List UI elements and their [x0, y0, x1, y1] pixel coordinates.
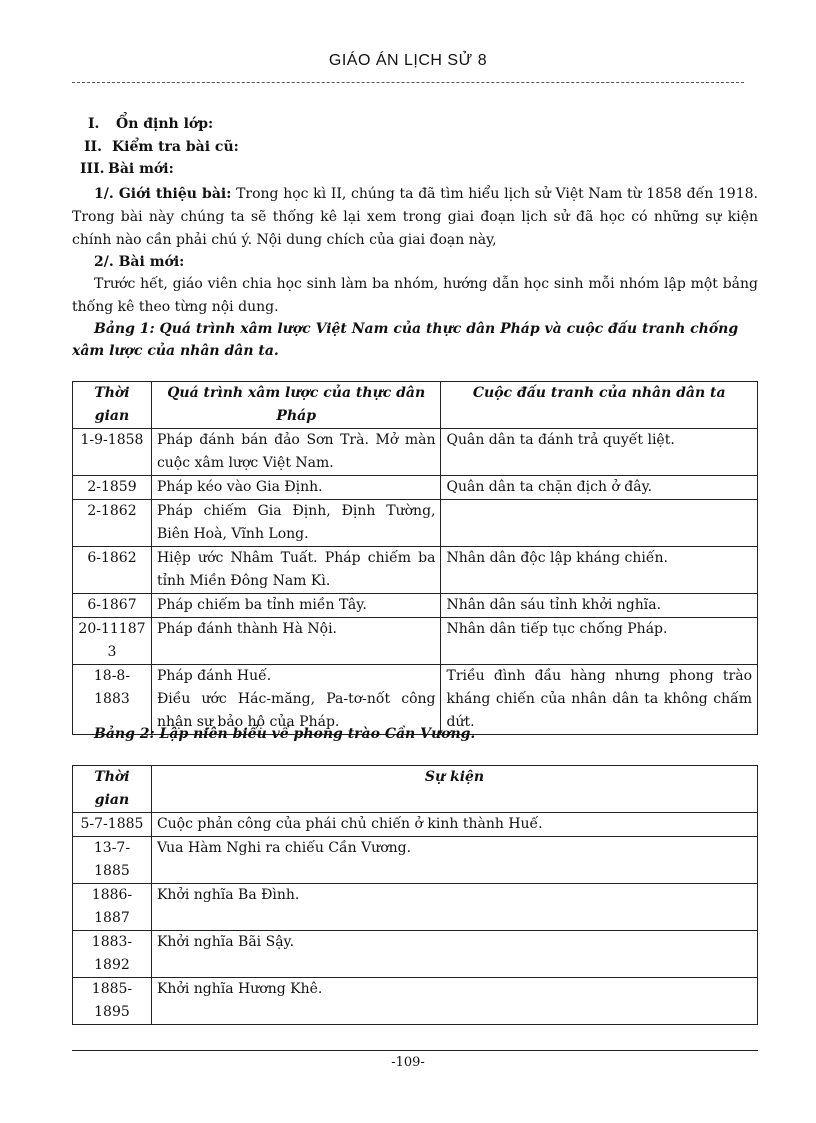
date-cell: 13-7-1885 — [73, 837, 152, 884]
response-cell: Quân dân ta đánh trả quyết liệt. — [441, 429, 758, 476]
table-header-row — [73, 766, 758, 813]
event-cell: Vua Hàm Nghi ra chiếu Cần Vương. — [151, 837, 757, 884]
event-cell: Khởi nghĩa Hương Khê. — [151, 978, 757, 1025]
response-cell: Triều đình đầu hàng nhưng phong trào kháng chiến của nhân dân ta không chấm dứt. — [441, 665, 758, 735]
event-cell: Khởi nghĩa Bãi Sậy. — [151, 931, 757, 978]
date-cell: 1885-1895 — [73, 978, 152, 1025]
table-row — [73, 594, 758, 618]
column-header: Thời gian — [73, 766, 152, 813]
page-header-title: GIÁO ÁN LỊCH SỬ 8 — [328, 52, 488, 69]
date-cell: 2-1862 — [73, 500, 152, 547]
response-cell: Quân dân ta chặn địch ở đây. — [441, 476, 758, 500]
date-cell: 18-8-1883 — [73, 665, 152, 735]
outline-number: III. — [80, 161, 105, 177]
table2-caption: Bảng 2: Lập niên biểu về phong trào Cần Vương. — [94, 726, 476, 742]
event-cell: Pháp đánh bán đảo Sơn Trà. Mở màn cuộc xâm lược Việt Nam. — [151, 429, 441, 476]
outline-number: I. — [88, 116, 100, 132]
table-row — [73, 429, 758, 476]
header-divider — [72, 82, 744, 83]
event-cell: Hiệp ước Nhâm Tuất. Pháp chiếm ba tỉnh Miền Đông Nam Kì. — [151, 547, 441, 594]
date-cell: 5-7-1885 — [73, 813, 152, 837]
column-header: Sự kiện — [151, 766, 757, 813]
table-row — [73, 618, 758, 665]
table1-caption: Bảng 1: Quá trình xâm lược Việt Nam của thực dân Pháp và cuộc đấu tranh chống xâm lược của nhân dân ta. — [72, 321, 739, 359]
column-header: Quá trình xâm lược của thực dân Pháp — [151, 382, 441, 429]
table-row — [73, 476, 758, 500]
response-cell — [441, 500, 758, 547]
outline-item-3 — [80, 161, 174, 177]
outline-item-1 — [88, 116, 213, 132]
table-row — [73, 931, 758, 978]
outline-label: Kiểm tra bài cũ: — [112, 139, 239, 155]
lesson-heading — [72, 251, 758, 274]
date-cell: 6-1862 — [73, 547, 152, 594]
table-row — [73, 978, 758, 1025]
event-cell: Pháp đánh Huế. Điều ước Hác-măng, Pa-tơ-nốt công nhận sự bảo hộ của Pháp. — [151, 665, 441, 735]
table1 — [72, 381, 758, 735]
event-cell: Pháp chiếm ba tỉnh miền Tây. — [151, 594, 441, 618]
event-cell: Pháp kéo vào Gia Định. — [151, 476, 441, 500]
date-cell: 1-9-1858 — [73, 429, 152, 476]
page-number: -109- — [391, 1055, 425, 1070]
date-cell: 1886-1887 — [73, 884, 152, 931]
table-row — [73, 884, 758, 931]
table-row — [73, 547, 758, 594]
event-cell: Khởi nghĩa Ba Đình. — [151, 884, 757, 931]
response-cell: Nhân dân tiếp tục chống Pháp. — [441, 618, 758, 665]
intro-paragraph — [72, 183, 758, 252]
table-row — [73, 837, 758, 884]
event-cell: Pháp đánh thành Hà Nội. — [151, 618, 441, 665]
lesson-lead: 2/. Bài mới: — [94, 254, 185, 270]
outline-label: Ổn định lớp: — [116, 116, 214, 132]
intro-lead: 1/. Giới thiệu bài: — [94, 186, 232, 202]
outline-number: II. — [84, 139, 102, 155]
event-cell: Cuộc phản công của phái chủ chiến ở kinh thành Huế. — [151, 813, 757, 837]
response-cell: Nhân dân sáu tỉnh khởi nghĩa. — [441, 594, 758, 618]
outline-label: Bài mới: — [108, 161, 174, 177]
event-cell: Pháp chiếm Gia Định, Định Tường, Biên Hoà, Vĩnh Long. — [151, 500, 441, 547]
table-row — [73, 813, 758, 837]
date-cell: 6-1867 — [73, 594, 152, 618]
date-cell: 20-111873 — [73, 618, 152, 665]
lesson-paragraph: Trước hết, giáo viên chia học sinh làm ba nhóm, hướng dẫn học sinh mỗi nhóm lập một bảng thống kê theo từng nội dung. — [72, 276, 758, 315]
column-header: Thời gian — [73, 382, 152, 429]
date-cell: 1883-1892 — [73, 931, 152, 978]
outline-item-2 — [84, 139, 239, 155]
footer-divider — [72, 1050, 758, 1051]
table2 — [72, 765, 758, 1025]
table-row — [73, 500, 758, 547]
table-header-row — [73, 382, 758, 429]
intro-text: Trong học kì II, chúng ta đã tìm hiểu lịch sử Việt Nam từ 1858 đến 1918. Trong bài này chúng ta sẽ thống kê lại xem trong giai đoạn lịch sử đã học có những sự kiện chính nào cần phải chú ý. Nội dung chích của giai đoạn này, — [72, 186, 758, 248]
response-cell: Nhân dân độc lập kháng chiến. — [441, 547, 758, 594]
column-header: Cuộc đấu tranh của nhân dân ta — [441, 382, 758, 429]
date-cell: 2-1859 — [73, 476, 152, 500]
